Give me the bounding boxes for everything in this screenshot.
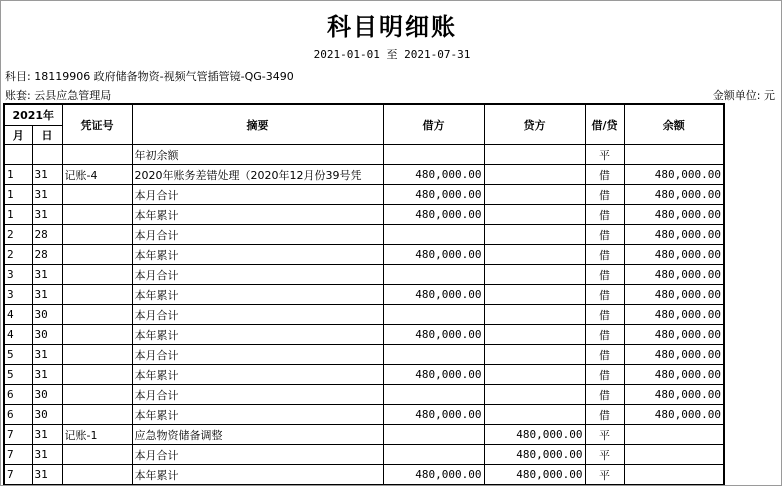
credit-cell <box>484 145 585 165</box>
debit-cell <box>383 445 484 465</box>
report-title: 科目明细账 <box>327 12 457 41</box>
day-cell: 30 <box>32 325 62 345</box>
table-row <box>4 165 724 185</box>
voucher-cell <box>62 345 132 365</box>
credit-cell <box>484 405 585 425</box>
debit-cell <box>383 265 484 285</box>
summary-cell: 本月合计 <box>132 305 383 325</box>
summary-cell: 本年累计 <box>132 205 383 225</box>
debit-cell <box>383 225 484 245</box>
debit-cell <box>383 385 484 405</box>
balance-cell: 480,000.00 <box>624 325 724 345</box>
month-cell: 3 <box>4 285 32 305</box>
table-row <box>4 385 724 405</box>
table-row <box>4 325 724 345</box>
direction-cell: 借 <box>585 185 624 205</box>
balance-cell <box>624 445 724 465</box>
col-summary: 摘要 <box>132 104 383 145</box>
month-cell: 5 <box>4 365 32 385</box>
credit-cell: 480,000.00 <box>484 465 585 486</box>
month-cell: 3 <box>4 265 32 285</box>
debit-cell <box>383 425 484 445</box>
balance-cell: 480,000.00 <box>624 405 724 425</box>
summary-cell: 本月合计 <box>132 385 383 405</box>
direction-cell: 借 <box>585 205 624 225</box>
summary-cell: 本年累计 <box>132 245 383 265</box>
month-cell: 4 <box>4 305 32 325</box>
credit-cell <box>484 305 585 325</box>
direction-cell: 借 <box>585 285 624 305</box>
header-row-1 <box>4 104 724 126</box>
col-month: 月 <box>4 126 32 145</box>
month-cell: 4 <box>4 325 32 345</box>
balance-cell <box>624 425 724 445</box>
direction-cell: 借 <box>585 345 624 365</box>
direction-cell: 借 <box>585 165 624 185</box>
direction-cell: 借 <box>585 385 624 405</box>
direction-cell: 借 <box>585 405 624 425</box>
table-row <box>4 425 724 445</box>
direction-cell: 借 <box>585 225 624 245</box>
balance-cell <box>624 465 724 486</box>
voucher-cell <box>62 305 132 325</box>
table-row <box>4 285 724 305</box>
col-day: 日 <box>32 126 62 145</box>
summary-cell: 应急物资储备调整 <box>132 425 383 445</box>
day-cell: 30 <box>32 385 62 405</box>
summary-cell: 2020年账务差错处理（2020年12月份39号凭 <box>132 165 383 185</box>
voucher-cell <box>62 245 132 265</box>
summary-cell: 本月合计 <box>132 265 383 285</box>
summary-cell: 本年累计 <box>132 365 383 385</box>
table-row <box>4 445 724 465</box>
month-cell: 7 <box>4 445 32 465</box>
debit-cell: 480,000.00 <box>383 325 484 345</box>
month-cell: 5 <box>4 345 32 365</box>
credit-cell <box>484 205 585 225</box>
table-row <box>4 185 724 205</box>
direction-cell: 平 <box>585 465 624 486</box>
day-cell: 28 <box>32 245 62 265</box>
account-set-line: 账套: 云县应急管理局 <box>5 89 112 102</box>
day-cell: 31 <box>32 165 62 185</box>
debit-cell: 480,000.00 <box>383 245 484 265</box>
table-row <box>4 405 724 425</box>
day-cell: 31 <box>32 265 62 285</box>
summary-cell: 本月合计 <box>132 345 383 365</box>
voucher-cell: 记账-1 <box>62 425 132 445</box>
debit-cell <box>383 145 484 165</box>
direction-cell: 借 <box>585 265 624 285</box>
summary-cell: 本月合计 <box>132 185 383 205</box>
subject-line: 科目: 18119906 政府储备物资-视频气管插管镜-QG-3490 <box>5 70 294 83</box>
ledger-table <box>3 103 725 486</box>
day-cell: 30 <box>32 405 62 425</box>
direction-cell: 借 <box>585 245 624 265</box>
debit-cell: 480,000.00 <box>383 465 484 486</box>
balance-cell <box>624 145 724 165</box>
balance-cell: 480,000.00 <box>624 205 724 225</box>
debit-cell: 480,000.00 <box>383 165 484 185</box>
ledger-body <box>4 145 724 486</box>
table-row <box>4 265 724 285</box>
balance-cell: 480,000.00 <box>624 285 724 305</box>
month-cell: 6 <box>4 405 32 425</box>
month-cell: 7 <box>4 425 32 445</box>
table-row <box>4 365 724 385</box>
summary-cell: 年初余额 <box>132 145 383 165</box>
table-row <box>4 225 724 245</box>
table-row <box>4 305 724 325</box>
credit-cell <box>484 345 585 365</box>
month-cell: 2 <box>4 225 32 245</box>
month-cell: 1 <box>4 185 32 205</box>
col-year: 2021年 <box>4 104 62 126</box>
summary-cell: 本年累计 <box>132 285 383 305</box>
table-row <box>4 465 724 486</box>
day-cell: 31 <box>32 445 62 465</box>
balance-cell: 480,000.00 <box>624 385 724 405</box>
debit-cell: 480,000.00 <box>383 365 484 385</box>
debit-cell: 480,000.00 <box>383 185 484 205</box>
day-cell: 31 <box>32 365 62 385</box>
currency-unit: 金额单位: 元 <box>712 89 775 102</box>
summary-cell: 本年累计 <box>132 325 383 345</box>
month-cell <box>4 145 32 165</box>
direction-cell: 借 <box>585 325 624 345</box>
day-cell: 31 <box>32 465 62 486</box>
credit-cell <box>484 365 585 385</box>
debit-cell <box>383 305 484 325</box>
credit-cell <box>484 285 585 305</box>
day-cell: 28 <box>32 225 62 245</box>
date-range: 2021-01-01 至 2021-07-31 <box>313 48 471 61</box>
day-cell: 31 <box>32 425 62 445</box>
month-cell: 6 <box>4 385 32 405</box>
day-cell: 30 <box>32 305 62 325</box>
debit-cell: 480,000.00 <box>383 205 484 225</box>
day-cell <box>32 145 62 165</box>
debit-cell: 480,000.00 <box>383 405 484 425</box>
voucher-cell <box>62 465 132 486</box>
day-cell: 31 <box>32 185 62 205</box>
credit-cell: 480,000.00 <box>484 425 585 445</box>
direction-cell: 平 <box>585 445 624 465</box>
credit-cell: 480,000.00 <box>484 445 585 465</box>
balance-cell: 480,000.00 <box>624 185 724 205</box>
month-cell: 7 <box>4 465 32 486</box>
credit-cell <box>484 265 585 285</box>
voucher-cell <box>62 145 132 165</box>
voucher-cell <box>62 365 132 385</box>
debit-cell <box>383 345 484 365</box>
balance-cell: 480,000.00 <box>624 165 724 185</box>
voucher-cell <box>62 405 132 425</box>
credit-cell <box>484 325 585 345</box>
voucher-cell <box>62 265 132 285</box>
col-debit: 借方 <box>383 104 484 145</box>
summary-cell: 本月合计 <box>132 445 383 465</box>
col-voucher: 凭证号 <box>62 104 132 145</box>
credit-cell <box>484 225 585 245</box>
direction-cell: 借 <box>585 305 624 325</box>
voucher-cell <box>62 385 132 405</box>
credit-cell <box>484 185 585 205</box>
voucher-cell <box>62 185 132 205</box>
voucher-cell: 记账-4 <box>62 165 132 185</box>
table-row <box>4 245 724 265</box>
day-cell: 31 <box>32 205 62 225</box>
month-cell: 1 <box>4 205 32 225</box>
balance-cell: 480,000.00 <box>624 305 724 325</box>
voucher-cell <box>62 325 132 345</box>
day-cell: 31 <box>32 285 62 305</box>
month-cell: 2 <box>4 245 32 265</box>
credit-cell <box>484 245 585 265</box>
summary-cell: 本年累计 <box>132 405 383 425</box>
voucher-cell <box>62 285 132 305</box>
balance-cell: 480,000.00 <box>624 245 724 265</box>
col-direction: 借/贷 <box>585 104 624 145</box>
balance-cell: 480,000.00 <box>624 225 724 245</box>
summary-cell: 本月合计 <box>132 225 383 245</box>
direction-cell: 平 <box>585 145 624 165</box>
month-cell: 1 <box>4 165 32 185</box>
direction-cell: 平 <box>585 425 624 445</box>
balance-cell: 480,000.00 <box>624 365 724 385</box>
balance-cell: 480,000.00 <box>624 345 724 365</box>
direction-cell: 借 <box>585 365 624 385</box>
credit-cell <box>484 385 585 405</box>
voucher-cell <box>62 445 132 465</box>
col-balance: 余额 <box>624 104 724 145</box>
col-credit: 贷方 <box>484 104 585 145</box>
day-cell: 31 <box>32 345 62 365</box>
balance-cell: 480,000.00 <box>624 265 724 285</box>
voucher-cell <box>62 205 132 225</box>
table-row <box>4 205 724 225</box>
voucher-cell <box>62 225 132 245</box>
table-row <box>4 145 724 165</box>
debit-cell: 480,000.00 <box>383 285 484 305</box>
summary-cell: 本年累计 <box>132 465 383 486</box>
table-row <box>4 345 724 365</box>
credit-cell <box>484 165 585 185</box>
